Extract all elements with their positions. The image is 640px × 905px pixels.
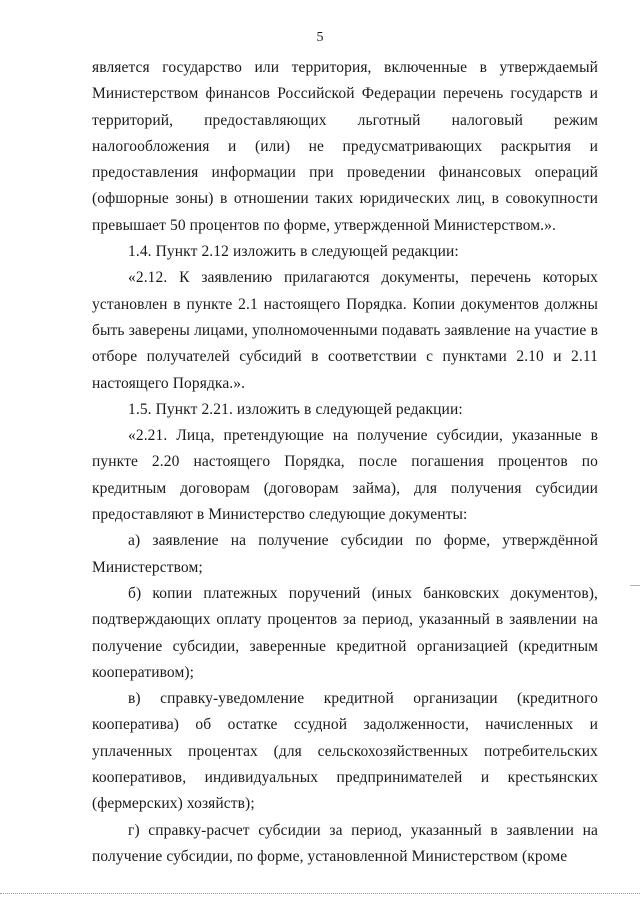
paragraph-item-1-5: 1.5. Пункт 2.21. изложить в следующей редакции:	[128, 400, 463, 418]
document-body	[92, 55, 598, 870]
paragraph-clause-2-12: «2.12. К заявлению прилагаются документы, перечень которых установлен в пункте 2.1 настоящего Порядка. Копии документов должны быть заверены лицами, уполномоченными подавать заявление на участие в отборе получателей субсидий в соответствии с пунктами 2.10 и 2.11 настоящего Порядка.».	[92, 269, 598, 392]
scan-edge-mark	[630, 585, 640, 586]
paragraph-subitem-a: а) заявление на получение субсидии по форме, утверждённой Министерством;	[92, 532, 598, 576]
paragraph-subitem-g: г) справку-расчет субсидии за период, указанный в заявлении на получение субсидии, по форме, установленной Министерством (кроме	[92, 821, 598, 865]
paragraph-subitem-v: в) справку-уведомление кредитной организации (кредитного кооператива) об остатке ссудной задолженности, начисленных и уплаченных процентах (для сельскохозяйственных потребительских кооперативов, индивидуальных предпринимателей и крестьянских (фермерских) хозяйств);	[92, 690, 598, 813]
page-number: 5	[316, 30, 324, 45]
page-bottom-edge	[0, 893, 640, 894]
paragraph-item-1-4: 1.4. Пункт 2.12 изложить в следующей редакции:	[128, 243, 459, 261]
paragraph-subitem-b: б) копии платежных поручений (иных банковских документов), подтверждающих оплату процентов за период, указанный в заявлении на получение субсидии, заверенные кредитной организацией (кредитным кооперативом);	[92, 584, 598, 681]
paragraph-clause-2-21: «2.21. Лица, претендующие на получение субсидии, указанные в пункте 2.20 настоящего Порядка, после погашения процентов по кредитным договорам (договорам займа), для получения субсидии предоставляют в Министерство следующие документы:	[92, 427, 598, 524]
paragraph-continuation: является государство или территория, включенные в утверждаемый Министерством финансов Российской Федерации перечень государств и территорий, предоставляющих льготный налоговый режим налогообложения и (или) не предусматривающих раскрытия и предоставления информации при проведении финансовых операций (офшорные зоны) в отношении таких юридических лиц, в совокупности превышает 50 процентов по форме, утвержденной Министерством.».	[92, 59, 598, 234]
